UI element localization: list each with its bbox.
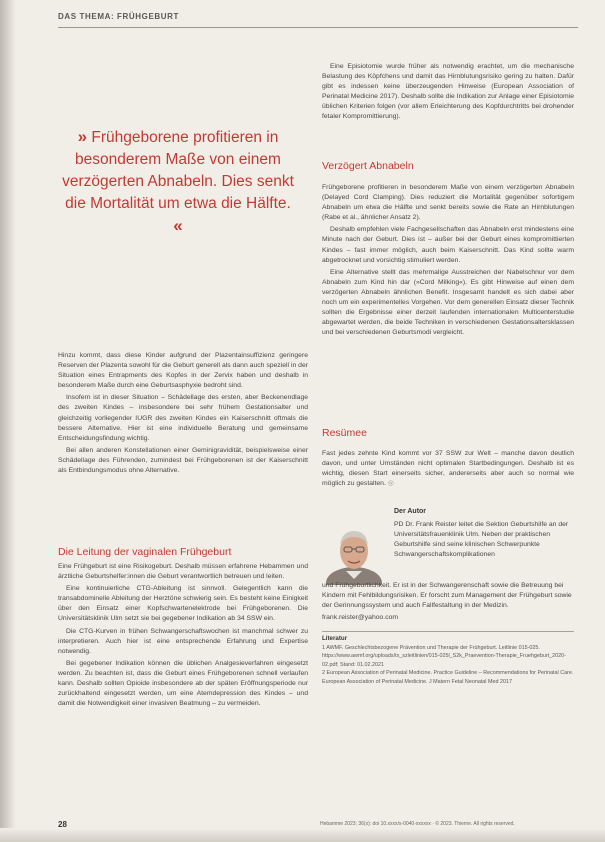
right-column-abnabeln bbox=[322, 183, 574, 340]
literature-list bbox=[322, 635, 574, 687]
pull-quote-text: Frühgeborene profitieren in besonderem Maße von einem verzögerten Abnabeln. Dies senkt die Mortalität um etwa die Hälfte. bbox=[62, 129, 294, 212]
literature-divider bbox=[322, 631, 574, 632]
section-label: DAS THEMA: FRÜHGEBURT bbox=[58, 12, 180, 21]
author-bio: PD Dr. Frank Reister leitet die Sektion Geburtshilfe an der Universitätsfrauenklinik Ulm. Neben der praktischen Geburtshilfe sind seine klinischen Schwerpunkte Schwangerschaftskomplikationen bbox=[394, 521, 569, 559]
resumee-text: Fast jedes zehnte Kind kommt vor 37 SSW zur Welt – manche davon deutlich davon, und unter Umständen nicht optimalen Startbedingungen. Deshalb ist es wichtig, diesen Start einerseits sicher, andererseits aber auch so normal wie möglich zu gestalten. bbox=[322, 450, 574, 488]
author-portrait-icon bbox=[322, 521, 386, 585]
quote-open-mark: » bbox=[77, 127, 88, 146]
body-paragraph: Frühgeborene profitieren in besonderem Maße von einem verzögerten Abnabeln (Delayed Cord Clamping). Dies reduziert die Mortalität gegenüber sofortigem Abnabeln um etwa die Hälfte und senkt bereits sowie die Rate an Hirnblutungen (Rabe et al., ähnlicher Ansatz 2). bbox=[322, 184, 574, 222]
body-paragraph: Deshalb empfehlen viele Fachgesellschaften das Abnabeln erst mindestens eine Minute nach der Geburt. Dies ist – außer bei der Geburt eines kompromittierten Kindes – fast immer möglich, auch beim Kaiserschnitt. Das Kind sollte warm abgetrocknet und vorsichtig stimuliert werden. bbox=[322, 226, 574, 264]
page-number: 28 bbox=[58, 820, 67, 829]
body-paragraph: Hinzu kommt, dass diese Kinder aufgrund der Plazentainsuffizienz geringere Reserven der Plazenta sowohl für die Geburt generell als dann auch speziell in der Situation eines Entrapments des Kopfes in der Zervix haben und deshalb in besonderem Maße durch eine Geburtsasphyxie bedroht sind. bbox=[58, 352, 308, 390]
author-box-title: Der Autor bbox=[394, 508, 427, 515]
body-paragraph: Bei allen anderen Konstellationen einer Geminigravidität, beispielsweise einer Schädellage des Führenden, zumindest bei Frühgeborenen ist der Kaiserschnitt als Entbindungsmodus ohne Alternative. bbox=[58, 446, 308, 475]
literature-item: 2 European Association of Perinatal Medicine. Practice Guideline – Recommendations for Perinatal Care. European Association of Perinatal Medicine. J Matern Fetal Neonatal Med 2017 bbox=[322, 670, 574, 685]
pull-quote bbox=[62, 126, 294, 238]
section-heading-abnabeln: Verzögert Abnabeln bbox=[322, 160, 414, 172]
right-column-top bbox=[322, 62, 574, 125]
body-paragraph: Bei gegebener Indikation können die üblichen Analgesieverfahren eingesetzt werden. Zu beachten ist, dass die Geburt eines Frühgeborenen schnell verlaufen kann. Deshalb sollten Opioide insbesondere ab der späten Eröffnungsperiode nur zurückhaltend eingesetzt werden, um eine Atemdepression des Kindes – und damit die Notwendigkeit einer invasiven Beatmung – zu vermeiden. bbox=[58, 659, 308, 708]
author-bio-continued: und Frühgeburtlichkeit. Er ist in der Schwangerenschaft sowie die Betreuung bei Kindern mit Fehlbildungsrisiken. Er forscht zum Management der Frühgeburt sowie der Gerinnungssystem und auch Fallfestaltung in der Medizin. bbox=[322, 582, 572, 610]
body-paragraph: Eine Episiotomie wurde früher als notwendig erachtet, um die mechanische Belastung des Köpfchens und damit das Hirnblutungsrisiko gering zu halten. Dafür gibt es indessen keine überzeugenden Hinweise (European Association of Perinatal Medicine 2017). Deshalb sollte die Indikation zur Anlage einer Episiotomie üblichen Kriterien folgen (vor allem Erleichterung des Kopfdurchtritts bei drohender fetaler Kompromittierung). bbox=[322, 63, 574, 121]
page-gutter-shadow bbox=[0, 0, 16, 842]
author-email-link[interactable]: frank.reister@yahoo.com bbox=[322, 614, 399, 621]
header-divider bbox=[58, 27, 578, 28]
body-paragraph: Eine Alternative stellt das mehrmalige Ausstreichen der Nabelschnur vor dem Abnabeln zum Kind hin dar (»Cord Milking«). Es gibt Hinweise auf einen dem verzögerten Abnabeln ähnlichen Benefit. Insgesamt handelt es sich dabei aber noch um ein experimentelles Vorgehen. Vor dem generellen Einsatz dieser Technik sollten die Ergebnisse einer derzeit laufenden internationalen Multicenterstudie abgewartet werden, die beide Techniken in verschiedenen Gestationsaltersklassen und bei verschiedenen Geburtsmodi vergleicht. bbox=[322, 268, 574, 337]
body-paragraph bbox=[322, 449, 574, 489]
body-paragraph: Eine kontinuierliche CTG-Ableitung ist sinnvoll. Gelegentlich kann die transabdominelle Ableitung der Herztöne schwierig sein. Es besteht keine Einigkeit über den Einsatz einer Kopfschwartenelektrode bei Frühgeborenen. Die Universitätsklinik Ulm setzt sie bei gegebener Indikation ab 34 SSW ein. bbox=[58, 585, 308, 623]
page-bottom-shadow bbox=[0, 828, 605, 842]
literature-title: Literatur bbox=[322, 635, 348, 642]
section-heading-resumee: Resümee bbox=[322, 427, 367, 439]
body-paragraph: Eine Frühgeburt ist eine Risikogeburt. Deshalb müssen erfahrene Hebammen und ärztliche Geburtshelfer:innen die Geburt verantwortlich betreuen und leiten. bbox=[58, 563, 308, 581]
section-heading-leitung: Die Leitung der vaginalen Frühgeburt bbox=[58, 546, 232, 558]
left-column bbox=[58, 351, 308, 478]
page-footer: Hebamme 2023; 36(x): doi 10.xxxx/s-0040-xxxxxx · © 2023. Thieme. All rights reserved. bbox=[320, 821, 515, 827]
body-paragraph: Die CTG-Kurven in frühen Schwangerschaftswochen ist manchmal schwer zu interpretieren. Auch hier ist eine entsprechende Erfahrung und Expertise notwendig. bbox=[58, 627, 308, 655]
body-paragraph: Insofern ist in dieser Situation – Schädellage des ersten, aber Beckenendlage des zweiten Kindes – insbesondere bei sehr frühem Gestationsalter und gleichzeitig vorliegender IUGR des zweiten Kindes ein Kaiserschnitt oftmals die bessere Alternative. Hier ist eine individuelle Beratung und gemeinsame Entscheidungsfindung wichtig. bbox=[58, 394, 308, 442]
right-column-resumee bbox=[322, 449, 574, 491]
quote-close-mark: « bbox=[173, 216, 183, 235]
left-column-lower bbox=[58, 562, 308, 711]
end-mark-icon: ◎ bbox=[387, 480, 394, 488]
literature-item: 1 AWMF. Geschlechtsbezogene Prävention und Therapie der Frühgeburt. Leitlinie 015-025. https://www.awmf.org/uploads/tx_szleitlinien/015-025l_S2k_Praevention-Therapie_Fruehgeburt_2020-02.pdf; Stand: 01.02.2021 bbox=[322, 644, 566, 668]
